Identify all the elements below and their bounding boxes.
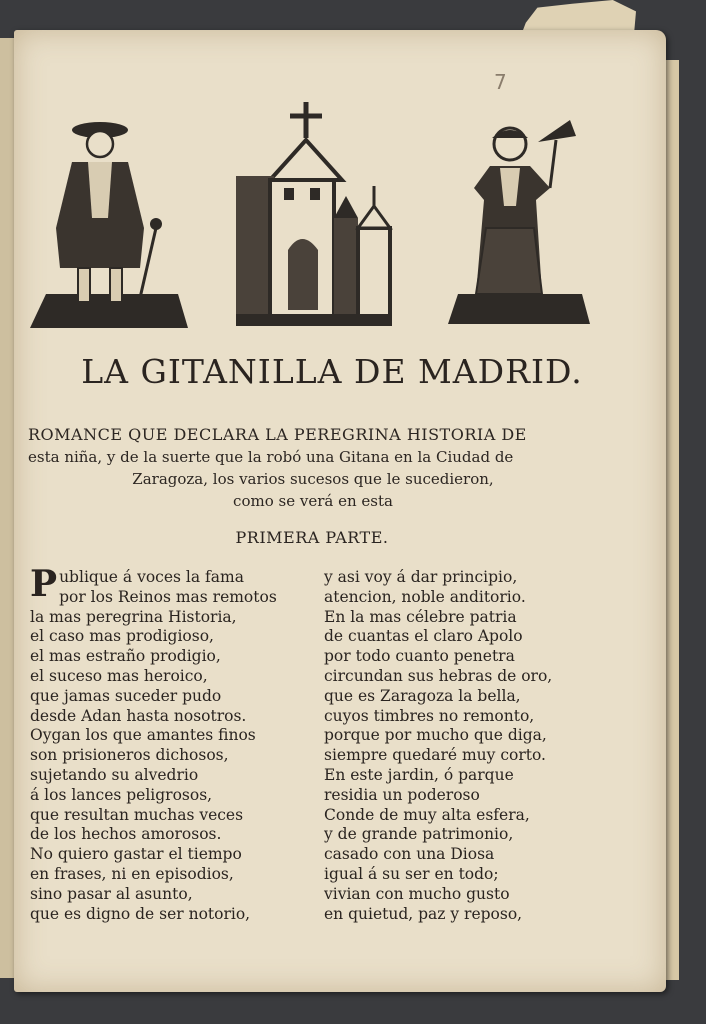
verse-line: vivian con mucho gusto xyxy=(324,884,510,903)
verse-line: el mas estraño prodigio, xyxy=(30,647,221,666)
part-heading: PRIMERA PARTE. xyxy=(235,528,389,547)
verse-line: por todo cuanto penetra xyxy=(324,647,515,666)
verse-line: cuyos timbres no remonto, xyxy=(324,706,535,725)
verse-line: ublique á voces la fama xyxy=(59,568,244,586)
verse-line: igual á su ser en todo; xyxy=(324,864,499,883)
verse-line: atencion, noble anditorio. xyxy=(324,587,526,606)
verse-line: que resultan muchas veces xyxy=(30,805,244,824)
verse-line: de cuantas el claro Apolo xyxy=(324,627,523,646)
subtitle-line-3: Zaragoza, los varios sucesos que le sucedieron, xyxy=(132,470,494,488)
verse-line: sino pasar al asunto, xyxy=(30,884,193,903)
verse-line: Oygan los que amantes finos xyxy=(30,726,256,745)
verse-line: sujetando su alvedrio xyxy=(30,765,199,784)
drop-cap: P xyxy=(30,563,58,605)
verse-line: No quiero gastar el tiempo xyxy=(30,845,242,864)
verse-line: que es Zaragoza la bella, xyxy=(324,686,521,705)
verse-line: circundan sus hebras de oro, xyxy=(324,666,553,685)
document-title: LA GITANILLA DE MADRID. xyxy=(81,352,583,391)
verse-line: el caso mas prodigioso, xyxy=(30,627,214,646)
verse-line: desde Adan hasta nosotros. xyxy=(30,706,247,725)
subtitle-block xyxy=(28,424,598,512)
verse-line: siempre quedaré muy corto. xyxy=(324,746,546,765)
woodcut-gentleman-icon xyxy=(28,118,190,332)
verse-line: y asi voy á dar principio, xyxy=(324,568,518,586)
verse-line: casado con una Diosa xyxy=(324,845,495,864)
verse-line: á los lances peligrosos, xyxy=(30,785,213,804)
woodcut-lady-icon xyxy=(446,118,592,328)
verse-column-right xyxy=(324,568,594,924)
woodcut-chapel-icon xyxy=(234,100,394,328)
verse-line: Conde de muy alta esfera, xyxy=(324,805,530,824)
verse-line: la mas peregrina Historia, xyxy=(30,607,237,626)
verse-line: en quietud, paz y reposo, xyxy=(324,904,523,923)
subtitle-line-4: como se verá en esta xyxy=(233,492,393,510)
verse-line: En este jardin, ó parque xyxy=(324,765,514,784)
verse-line: porque por mucho que diga, xyxy=(324,726,547,745)
verse-line: de los hechos amorosos. xyxy=(30,825,222,844)
verse-line: que es digno de ser notorio, xyxy=(30,904,251,923)
subtitle-line-2: esta niña, y de la suerte que la robó una Gitana en la Ciudad de xyxy=(28,448,514,466)
verse-line: que jamas suceder pudo xyxy=(30,686,222,705)
verse-line: son prisioneros dichosos, xyxy=(30,746,229,765)
verse-line: y de grande patrimonio, xyxy=(324,825,514,844)
verse-line: En la mas célebre patria xyxy=(324,607,517,626)
verse-line: residia un poderoso xyxy=(324,785,480,804)
verse-line: en frases, ni en episodios, xyxy=(30,864,234,883)
verse-line: por los Reinos mas remotos xyxy=(59,587,277,606)
verse-line: el suceso mas heroico, xyxy=(30,666,208,685)
subtitle-caps: ROMANCE QUE DECLARA LA PEREGRINA HISTORIA DE xyxy=(28,425,527,444)
verse-column-left xyxy=(30,563,300,924)
folio-number: 7 xyxy=(494,70,507,94)
